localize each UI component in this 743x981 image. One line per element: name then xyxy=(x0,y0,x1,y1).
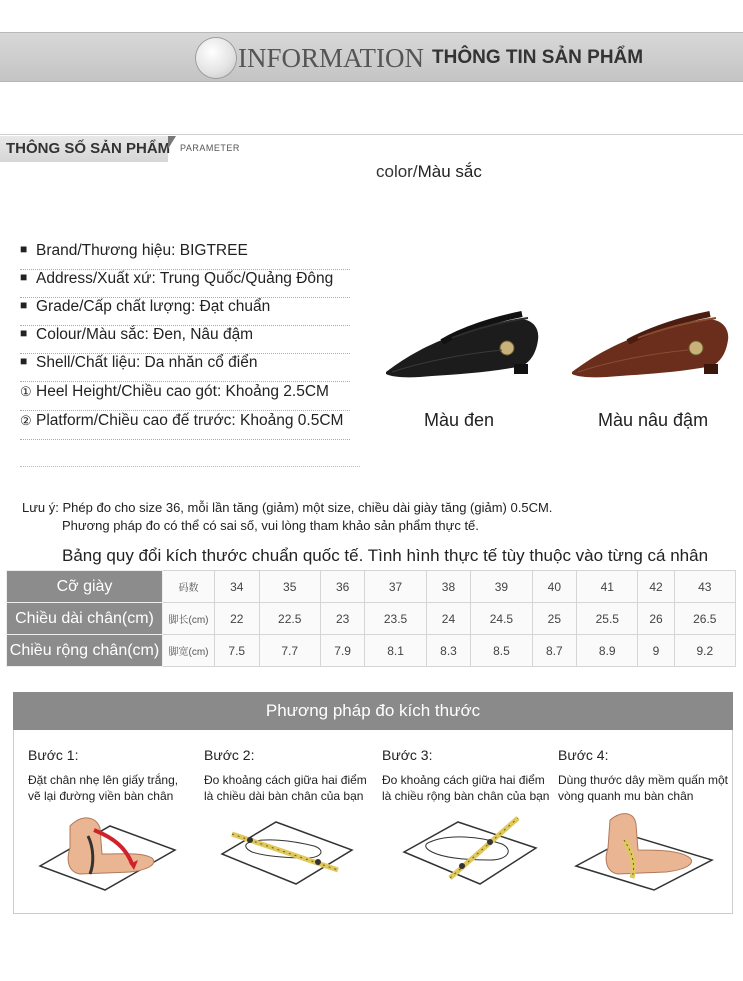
spec-item xyxy=(20,326,350,354)
table-cell: 39 xyxy=(471,571,532,603)
table-cell: 40 xyxy=(532,571,577,603)
table-cell: 23 xyxy=(320,603,365,635)
tape-measure-foot-icon xyxy=(570,806,720,892)
conversion-title: Bảng quy đổi kích thước chuẩn quốc tế. Tình hình thực tế tùy thuộc vào từng cá nhân xyxy=(62,546,709,565)
row-header-cn: 脚宽(cm) xyxy=(163,635,215,667)
bullet-icon: ■ xyxy=(20,270,28,284)
info-banner xyxy=(0,32,743,82)
table-cell: 25.5 xyxy=(577,603,638,635)
spec-divider xyxy=(20,466,360,467)
row-header-cn: 脚长(cm) xyxy=(163,603,215,635)
step-3-desc-line-2: là chiều rộng bàn chân của bạn xyxy=(382,789,550,803)
brown-shoe-image xyxy=(568,302,733,382)
note-line-1: Lưu ý: Phép đo cho size 36, mỗi lần tăng (giảm) một size, chiều dài giày tăng (giảm) 0.5CM. xyxy=(22,500,553,515)
spec-text: Colour/Màu sắc: Đen, Nâu đậm xyxy=(36,326,254,343)
spec-item xyxy=(20,354,350,382)
color-label-vn: Màu sắc xyxy=(417,162,482,181)
table-cell: 8.3 xyxy=(426,635,471,667)
number-two-icon: ② xyxy=(20,413,32,428)
table-cell: 26.5 xyxy=(674,603,735,635)
length-measure-icon xyxy=(210,812,360,892)
table-cell: 43 xyxy=(674,571,735,603)
table-cell: 22 xyxy=(215,603,260,635)
banner-circle-icon xyxy=(196,38,236,78)
table-cell: 7.7 xyxy=(259,635,320,667)
parameter-corner-icon xyxy=(168,136,176,149)
parameter-title-vn: THÔNG SỐ SẢN PHẨM xyxy=(6,140,171,157)
number-one-icon: ① xyxy=(20,384,32,399)
width-measure-icon xyxy=(394,812,544,892)
bullet-icon: ■ xyxy=(20,354,28,368)
banner-title-vn: THÔNG TIN SẢN PHẨM xyxy=(432,47,644,68)
table-cell: 9.2 xyxy=(674,635,735,667)
row-header: Chiều dài chân(cm) xyxy=(7,603,163,635)
step-2-title: Bước 2: xyxy=(204,747,255,763)
table-cell: 23.5 xyxy=(365,603,426,635)
table-cell: 34 xyxy=(215,571,260,603)
step-4-title: Bước 4: xyxy=(558,747,609,763)
spec-item xyxy=(20,412,350,440)
table-cell: 25 xyxy=(532,603,577,635)
table-cell: 24.5 xyxy=(471,603,532,635)
parameter-divider xyxy=(0,134,743,135)
spec-text: Platform/Chiều cao đế trước: Khoảng 0.5CM xyxy=(36,412,344,429)
table-cell: 36 xyxy=(320,571,365,603)
row-header: Chiều rộng chân(cm) xyxy=(7,635,163,667)
step-1-desc-line-2: vẽ lại đường viền bàn chân xyxy=(28,789,174,803)
table-cell: 35 xyxy=(259,571,320,603)
note-line-2: Phương pháp đo có thể có sai số, vui lòng tham khảo sản phẩm thực tế. xyxy=(62,518,479,533)
foot-outline-icon xyxy=(30,808,180,892)
parameter-title-en: PARAMETER xyxy=(180,143,240,153)
table-cell: 42 xyxy=(638,571,674,603)
row-header-cn: 码数 xyxy=(163,571,215,603)
table-cell: 8.5 xyxy=(471,635,532,667)
table-row xyxy=(7,603,736,635)
spec-item xyxy=(20,242,350,270)
spec-text: Address/Xuất xứ: Trung Quốc/Quảng Đông xyxy=(36,270,334,287)
table-cell: 24 xyxy=(426,603,471,635)
table-row xyxy=(7,635,736,667)
spec-text: Heel Height/Chiều cao gót: Khoảng 2.5CM xyxy=(36,383,329,400)
table-cell: 7.9 xyxy=(320,635,365,667)
table-cell: 8.9 xyxy=(577,635,638,667)
parameter-heading xyxy=(0,136,171,162)
table-cell: 38 xyxy=(426,571,471,603)
table-cell: 8.7 xyxy=(532,635,577,667)
table-cell: 41 xyxy=(577,571,638,603)
bullet-icon: ■ xyxy=(20,326,28,340)
step-3-desc-line-1: Đo khoảng cách giữa hai điểm xyxy=(382,773,545,787)
step-4-desc-line-2: vòng quanh mu bàn chân xyxy=(558,789,694,803)
step-3-title: Bước 3: xyxy=(382,747,433,763)
spec-item xyxy=(20,270,350,298)
table-cell: 8.1 xyxy=(365,635,426,667)
table-cell: 7.5 xyxy=(215,635,260,667)
step-1-title: Bước 1: xyxy=(28,747,79,763)
table-cell: 22.5 xyxy=(259,603,320,635)
shoe-label-black: Màu đen xyxy=(424,410,495,430)
spec-text: Shell/Chất liệu: Da nhăn cổ điển xyxy=(36,354,258,371)
spec-item xyxy=(20,383,350,411)
measure-method-title: Phương pháp đo kích thước xyxy=(13,692,733,730)
spec-item xyxy=(20,298,350,326)
shoe-label-brown: Màu nâu đậm xyxy=(598,410,709,430)
color-label-en: color/ xyxy=(376,162,418,181)
size-table xyxy=(6,570,736,667)
spec-text: Brand/Thương hiệu: BIGTREE xyxy=(36,242,248,259)
step-2-desc-line-2: là chiều dài bàn chân của bạn xyxy=(204,789,364,803)
table-cell: 26 xyxy=(638,603,674,635)
table-row xyxy=(7,571,736,603)
table-cell: 37 xyxy=(365,571,426,603)
step-1-desc-line-1: Đặt chân nhẹ lên giấy trắng, xyxy=(28,773,179,787)
color-section-title xyxy=(376,162,482,182)
bullet-icon: ■ xyxy=(20,298,28,312)
bullet-icon: ■ xyxy=(20,242,28,256)
black-shoe-image xyxy=(382,302,542,382)
step-4-desc-line-1: Dùng thước dây mềm quấn một xyxy=(558,773,728,787)
banner-title-en: INFORMATION xyxy=(238,43,425,73)
table-cell: 9 xyxy=(638,635,674,667)
row-header: Cỡ giày xyxy=(7,571,163,603)
spec-text: Grade/Cấp chất lượng: Đạt chuẩn xyxy=(36,298,271,315)
step-2-desc-line-1: Đo khoảng cách giữa hai điểm xyxy=(204,773,367,787)
